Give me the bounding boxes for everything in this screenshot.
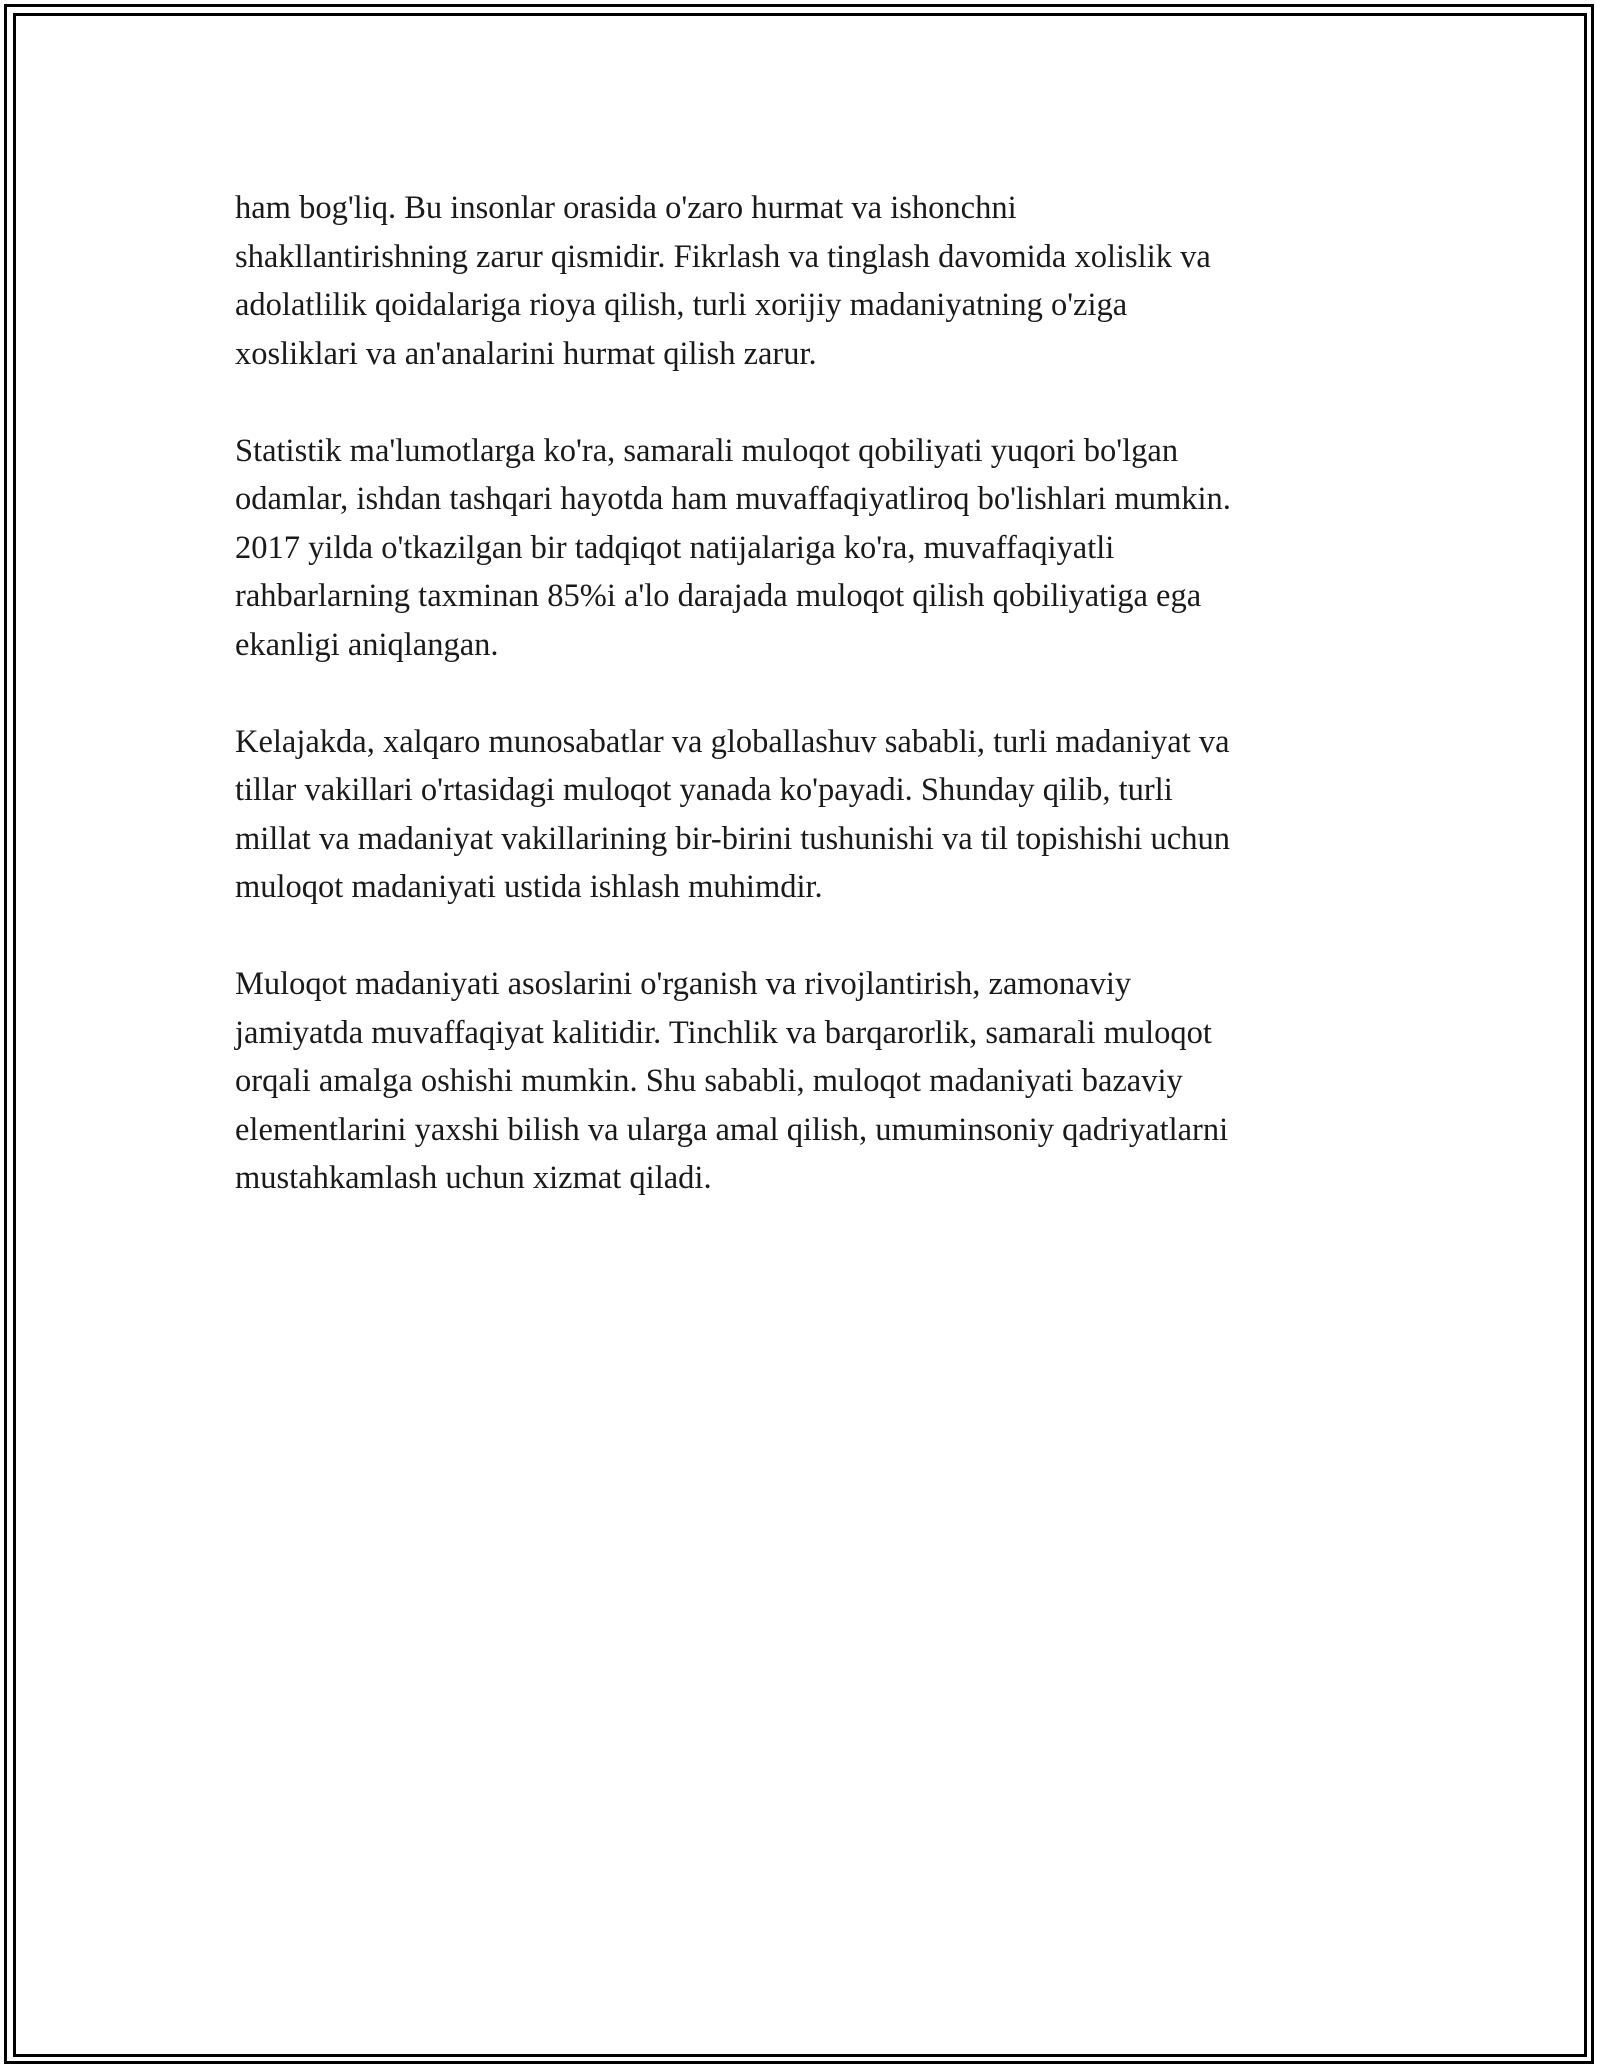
text-line: tillar vakillari o'rtasidagi muloqot yanada ko'payadi. Shunday qilib, turli (235, 772, 1173, 808)
paragraph-4 (235, 960, 1380, 1203)
text-line: Kelajakda, xalqaro munosabatlar va globallashuv sababli, turli madaniyat va (235, 723, 1230, 760)
paragraph-2 (235, 427, 1380, 670)
text-line: Statistik ma'lumotlarga ko'ra, samarali muloqot qobiliyati yuqori bo'lgan (235, 432, 1179, 469)
text-line: orqali amalga oshishi mumkin. Shu sababli, muloqot madaniyati bazaviy (235, 1063, 1183, 1099)
text-line: adolatlilik qoidalariga rioya qilish, turli xorijiy madaniyatning o'ziga (235, 287, 1128, 323)
text-line: rahbarlarning taxminan 85%i a'lo darajada muloqot qilish qobiliyatiga ega (235, 578, 1202, 614)
text-line: Muloqot madaniyati asoslarini o'rganish va rivojlantirish, zamonaviy (235, 966, 1132, 1002)
text-line: ham bog'liq. Bu insonlar orasida o'zaro hurmat va ishonchni (235, 190, 1017, 226)
document-body (235, 184, 1380, 1251)
text-line: muloqot madaniyati ustida ishlash muhimdir. (235, 869, 823, 905)
paragraph-1 (235, 184, 1380, 378)
text-line: shakllantirishning zarur qismidir. Fikrlash va tinglash davomida xolislik va (235, 238, 1211, 275)
text-line: elementlarini yaxshi bilish va ularga amal qilish, umuminsoniy qadriyatlarni (235, 1111, 1229, 1148)
text-line: odamlar, ishdan tashqari hayotda ham muvaffaqiyatliroq bo'lishlari mumkin. (235, 481, 1231, 517)
text-line: xosliklari va an'analarini hurmat qilish zarur. (235, 335, 817, 372)
text-line: 2017 yilda o'tkazilgan bir tadqiqot natijalariga ko'ra, muvaffaqiyatli (235, 529, 1115, 566)
paragraph-3 (235, 718, 1380, 912)
text-line: ekanligi aniqlangan. (235, 626, 499, 663)
text-line: mustahkamlash uchun xizmat qiladi. (235, 1160, 712, 1196)
text-line: jamiyatda muvaffaqiyat kalitidir. Tinchlik va barqarorlik, samarali muloqot (235, 1014, 1212, 1051)
text-line: millat va madaniyat vakillarining bir-birini tushunishi va til topishishi uchun (235, 820, 1230, 857)
